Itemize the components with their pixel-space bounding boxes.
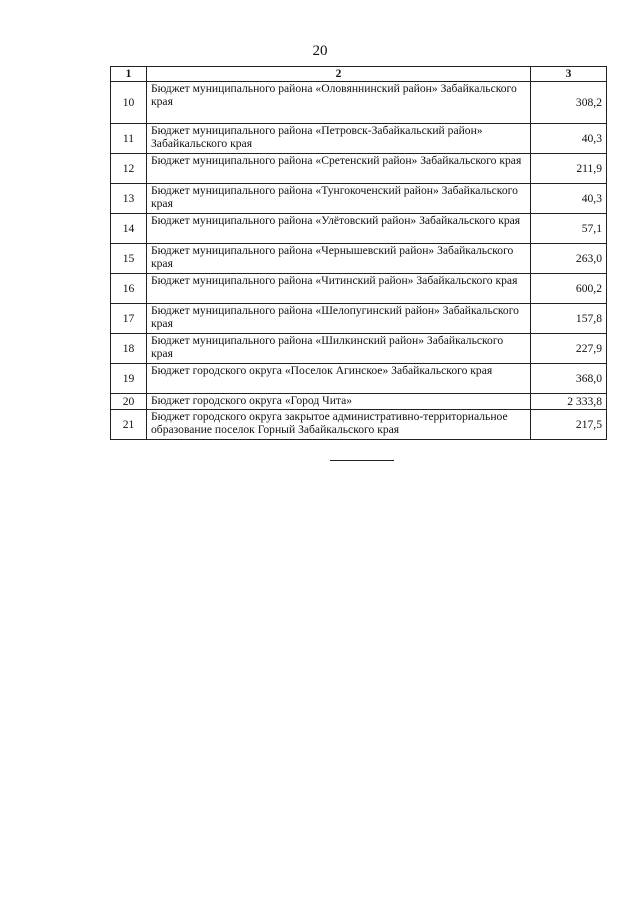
table-row xyxy=(111,394,607,410)
column-header-name: 2 xyxy=(147,67,531,82)
row-number: 14 xyxy=(111,214,147,244)
row-amount: 157,8 xyxy=(531,304,607,334)
row-name: Бюджет муниципального района «Улётовский район» Забайкальского края xyxy=(147,214,531,244)
table-row xyxy=(111,214,607,244)
row-number: 13 xyxy=(111,184,147,214)
row-number: 15 xyxy=(111,244,147,274)
table-row xyxy=(111,304,607,334)
row-number: 10 xyxy=(111,82,147,124)
row-number: 19 xyxy=(111,364,147,394)
row-name: Бюджет муниципального района «Тунгокоченский район» Забайкальского края xyxy=(147,184,531,214)
row-number: 16 xyxy=(111,274,147,304)
row-name: Бюджет муниципального района «Шилкинский район» Забайкальского края xyxy=(147,334,531,364)
table-row xyxy=(111,244,607,274)
row-amount: 227,9 xyxy=(531,334,607,364)
row-number: 17 xyxy=(111,304,147,334)
row-number: 20 xyxy=(111,394,147,410)
row-number: 18 xyxy=(111,334,147,364)
row-name: Бюджет городского округа «Поселок Агинское» Забайкальского края xyxy=(147,364,531,394)
budget-table xyxy=(110,66,607,440)
table-row xyxy=(111,410,607,440)
table-header-row xyxy=(111,67,607,82)
table-row xyxy=(111,274,607,304)
row-name: Бюджет муниципального района «Петровск-Забайкальский район» Забайкальского края xyxy=(147,124,531,154)
row-amount: 211,9 xyxy=(531,154,607,184)
row-number: 12 xyxy=(111,154,147,184)
column-header-number: 1 xyxy=(111,67,147,82)
row-amount: 600,2 xyxy=(531,274,607,304)
row-name: Бюджет муниципального района «Чернышевский район» Забайкальского края xyxy=(147,244,531,274)
row-number: 21 xyxy=(111,410,147,440)
row-amount: 308,2 xyxy=(531,82,607,124)
row-amount: 217,5 xyxy=(531,410,607,440)
row-name: Бюджет муниципального района «Читинский район» Забайкальского края xyxy=(147,274,531,304)
table-row xyxy=(111,82,607,124)
row-name: Бюджет муниципального района «Шелопугинский район» Забайкальского края xyxy=(147,304,531,334)
table-row xyxy=(111,124,607,154)
end-of-table-rule xyxy=(330,460,394,461)
row-amount: 368,0 xyxy=(531,364,607,394)
table-row xyxy=(111,154,607,184)
row-amount: 263,0 xyxy=(531,244,607,274)
row-name: Бюджет муниципального района «Сретенский район» Забайкальского края xyxy=(147,154,531,184)
column-header-amount: 3 xyxy=(531,67,607,82)
row-name: Бюджет городского округа «Город Чита» xyxy=(147,394,531,410)
row-amount: 40,3 xyxy=(531,124,607,154)
row-amount: 57,1 xyxy=(531,214,607,244)
row-name: Бюджет городского округа закрытое административно-территориальное образование поселок Горный Забайкальского края xyxy=(147,410,531,440)
row-amount: 40,3 xyxy=(531,184,607,214)
row-name: Бюджет муниципального района «Оловяннинский район» Забайкальского края xyxy=(147,82,531,124)
page-number: 20 xyxy=(312,43,328,59)
table-row xyxy=(111,364,607,394)
table-row xyxy=(111,334,607,364)
row-amount: 2 333,8 xyxy=(531,394,607,410)
row-number: 11 xyxy=(111,124,147,154)
table-row xyxy=(111,184,607,214)
